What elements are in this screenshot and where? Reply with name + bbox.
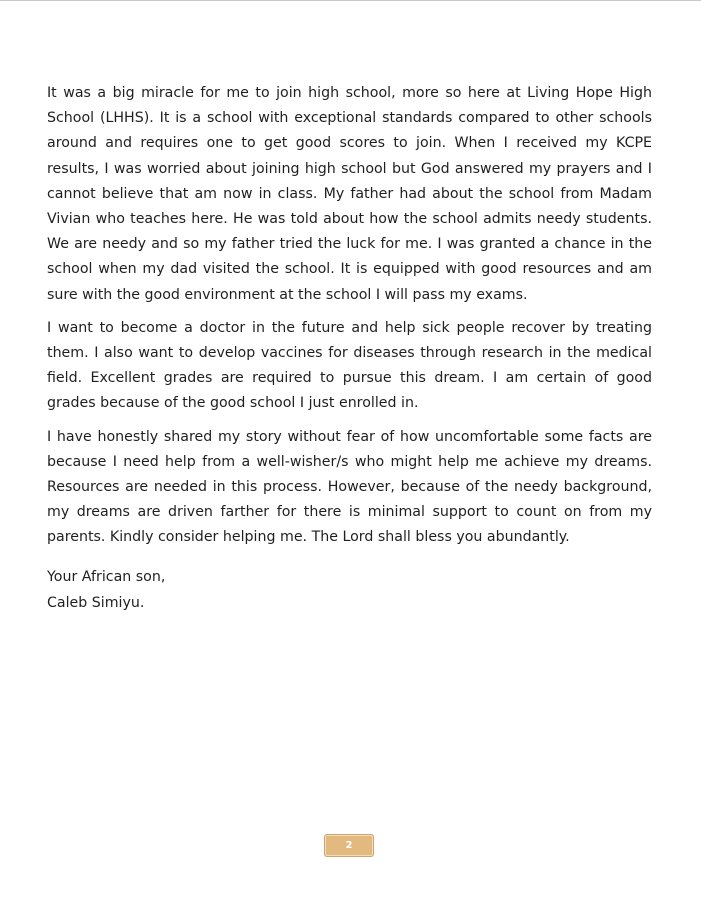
paragraph-school-admission: It was a big miracle for me to join high school, more so here at Living Hope High School (LHHS). It is a school with exceptional standards compared to other schools around and requires one to get good scores to join. When I received my KCPE results, I was worried about joining high school but God answered my prayers and I cannot believe that am now in class. My father had about the school from Madam Vivian who teaches here. He was told about how the school admits needy students. We are needy and so my father tried the luck for me. I was granted a chance in the school when my dad visited the school. It is equipped with good resources and am sure with the good environment at the school I will pass my exams.: [47, 85, 652, 303]
signature-name: Caleb Simiyu.: [47, 594, 145, 611]
paragraph-request-help: I have honestly shared my story without fear of how uncomfortable some facts are because I need help from a well-wisher/s who might help me achieve my dreams. Resources are needed in this process. However, because of the needy background, my dreams are driven farther for there is minimal support to count on from my parents. Kindly consider helping me. The Lord shall bless you abundantly.: [47, 428, 652, 546]
page-top-border: [0, 0, 701, 1]
paragraph-career-dream: I want to become a doctor in the future and help sick people recover by treating them. I also want to develop vaccines for diseases through research in the medical field. Excellent grades are required to pursue this dream. I am certain of good grades because of the good school I just enrolled in.: [47, 319, 652, 412]
document-body: [47, 81, 652, 616]
closing-salutation: Your African son,: [47, 568, 166, 585]
letter-closing-block: [47, 564, 652, 616]
page-number-badge: 2: [324, 834, 374, 857]
